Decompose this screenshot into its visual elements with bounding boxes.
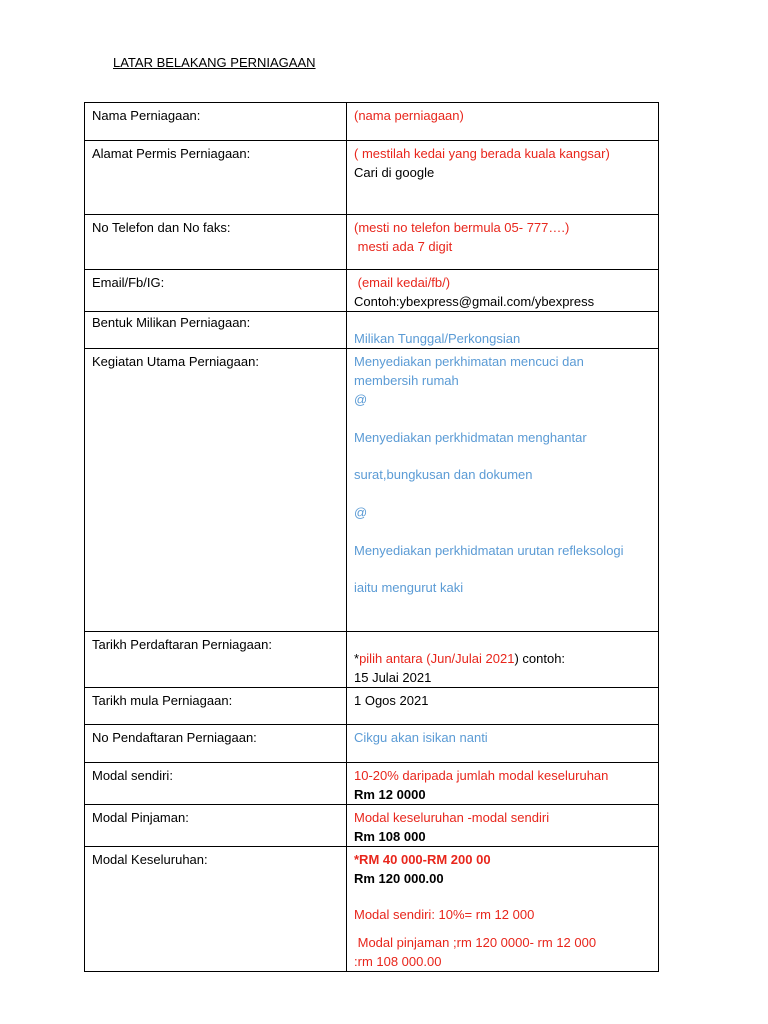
- value-line: (nama perniagaan): [354, 108, 464, 123]
- value-line: *RM 40 000-RM 200 00: [354, 852, 491, 867]
- row-label: Kegiatan Utama Perniagaan:: [85, 349, 347, 632]
- value-line: Cari di google: [354, 165, 435, 180]
- row-value: [347, 805, 659, 847]
- value-line: 10-20% daripada jumlah modal keseluruhan: [354, 768, 609, 783]
- value-line: Rm 12 0000: [354, 787, 426, 802]
- value-line: surat,bungkusan dan dokumen: [354, 467, 533, 482]
- value-line: Menyediakan perkhidmatan menghantar: [354, 430, 587, 445]
- value-line: @: [354, 392, 368, 407]
- value-line: Modal pinjaman ;rm 120 0000- rm 12 000: [354, 935, 597, 950]
- table-row: [85, 632, 659, 688]
- row-label: No Pendaftaran Perniagaan:: [85, 725, 347, 763]
- value-line: Menyediakan perkhidmatan urutan refleksologi: [354, 543, 624, 558]
- row-value: [347, 847, 659, 972]
- value-line: Rm 120 000.00: [354, 871, 444, 886]
- value-line: mesti ada 7 digit: [354, 239, 453, 254]
- asterisk: *: [354, 651, 360, 666]
- row-value: [347, 632, 659, 688]
- value-line: Contoh:ybexpress@gmail.com/ybexpress: [354, 294, 595, 309]
- value-line: Modal keseluruhan -modal sendiri: [354, 810, 550, 825]
- row-value: [347, 215, 659, 270]
- row-label: Email/Fb/IG:: [85, 270, 347, 312]
- table-row: [85, 103, 659, 141]
- value-line: @: [354, 505, 368, 520]
- value-line: :rm 108 000.00: [354, 954, 442, 969]
- value-line: (email kedai/fb/): [354, 275, 451, 290]
- page-title: LATAR BELAKANG PERNIAGAAN: [113, 55, 316, 70]
- value-segment: ) contoh:: [514, 651, 566, 666]
- table-row: [85, 349, 659, 632]
- value-line: iaitu mengurut kaki: [354, 580, 464, 595]
- table-row: [85, 763, 659, 805]
- value-line: 15 Julai 2021: [354, 670, 432, 685]
- row-label: Modal sendiri:: [85, 763, 347, 805]
- table-row: [85, 312, 659, 349]
- row-label: Nama Perniagaan:: [85, 103, 347, 141]
- table-row: [85, 725, 659, 763]
- value-line: 1 Ogos 2021: [354, 693, 429, 708]
- value-line: Cikgu akan isikan nanti: [354, 730, 488, 745]
- table-row: [85, 805, 659, 847]
- table-row: [85, 688, 659, 725]
- business-background-table: [84, 102, 659, 972]
- value-line: Milikan Tunggal/Perkongsian: [354, 331, 521, 346]
- value-line: Rm 108 000: [354, 829, 426, 844]
- row-value: [347, 763, 659, 805]
- row-value: [347, 725, 659, 763]
- value-line: Menyediakan perkhimatan mencuci dan: [354, 354, 584, 369]
- table-row: [85, 270, 659, 312]
- value-line: ( mestilah kedai yang berada kuala kangsar): [354, 146, 610, 161]
- row-value: [347, 312, 659, 349]
- value-line: membersih rumah: [354, 373, 459, 388]
- table-row: [85, 847, 659, 972]
- table-row: [85, 141, 659, 215]
- row-label: No Telefon dan No faks:: [85, 215, 347, 270]
- row-label: Modal Keseluruhan:: [85, 847, 347, 972]
- value-line: Modal sendiri: 10%= rm 12 000: [354, 907, 535, 922]
- row-value: [347, 688, 659, 725]
- row-label: Tarikh mula Perniagaan:: [85, 688, 347, 725]
- row-label: Tarikh Perdaftaran Perniagaan:: [85, 632, 347, 688]
- row-label: Bentuk Milikan Perniagaan:: [85, 312, 347, 349]
- row-value: [347, 349, 659, 632]
- row-value: [347, 103, 659, 141]
- value-line: (mesti no telefon bermula 05- 777….): [354, 220, 570, 235]
- row-label: Modal Pinjaman:: [85, 805, 347, 847]
- row-value: [347, 270, 659, 312]
- row-label: Alamat Permis Perniagaan:: [85, 141, 347, 215]
- row-value: [347, 141, 659, 215]
- table-row: [85, 215, 659, 270]
- value-line: [354, 649, 652, 668]
- value-segment: pilih antara (Jun/Julai 2021: [359, 651, 515, 666]
